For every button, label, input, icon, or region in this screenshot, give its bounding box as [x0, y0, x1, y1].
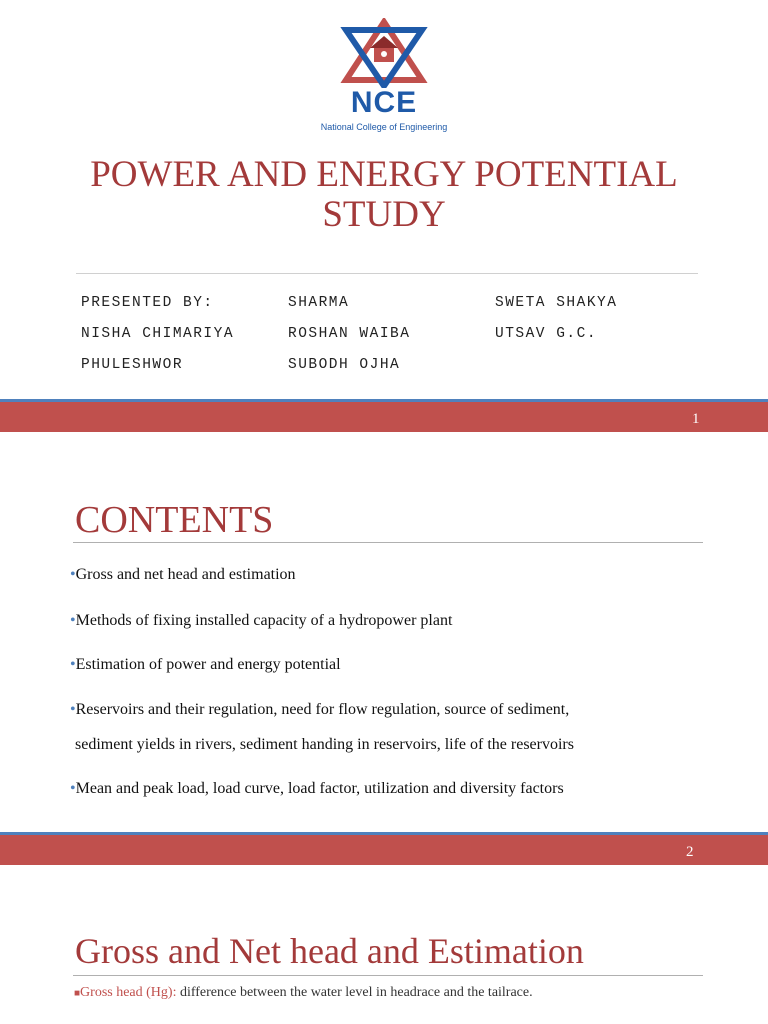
presenter-r2c1: NISHA CHIMARIYA — [81, 326, 235, 342]
contents-item-1: •Gross and net head and estimation — [70, 566, 296, 583]
contents-item-2: •Methods of fixing installed capacity of a hydropower plant — [70, 612, 453, 629]
logo-name: NCE — [350, 86, 418, 119]
presenter-r1c3: SWETA SHAKYA — [495, 295, 618, 311]
section-divider — [73, 975, 703, 976]
presenter-r3c2: SUBODH OJHA — [288, 357, 401, 373]
gross-head-term: Gross head (Hg): — [80, 985, 177, 1000]
contents-divider — [73, 542, 703, 543]
slide2-footer-band — [0, 835, 768, 865]
contents-item-5: •Mean and peak load, load curve, load factor, utilization and diversity factors — [70, 780, 564, 797]
bullet-dot: • — [70, 701, 76, 718]
title-line-1: POWER AND ENERGY POTENTIAL — [90, 154, 678, 195]
slide2-page-number: 2 — [686, 844, 694, 860]
presenter-r3c1: PHULESHWOR — [81, 357, 184, 373]
logo-subtitle: National College of Engineering — [320, 122, 448, 132]
contents-item-4-continuation: sediment yields in rivers, sediment handing in reservoirs, life of the reservoirs — [75, 736, 574, 753]
slide1-footer-band — [0, 402, 768, 432]
contents-heading: CONTENTS — [75, 499, 274, 541]
contents-item-3: •Estimation of power and energy potential — [70, 656, 341, 673]
presenter-r2c3: UTSAV G.C. — [495, 326, 598, 342]
presenter-r1c2: SHARMA — [288, 295, 350, 311]
presenter-r2c2: ROSHAN WAIBA — [288, 326, 411, 342]
title-line-2: STUDY — [322, 194, 446, 235]
title-divider — [76, 273, 698, 274]
contents-item-4: •Reservoirs and their regulation, need for flow regulation, source of sediment, — [70, 701, 570, 718]
slide1-page-number: 1 — [692, 411, 700, 427]
gross-head-bullet — [74, 985, 533, 1001]
bullet-dot: • — [70, 780, 76, 797]
square-bullet-icon: ■ — [74, 988, 81, 999]
bullet-dot: • — [70, 612, 76, 629]
bullet-dot: • — [70, 566, 76, 583]
section-heading: Gross and Net head and Estimation — [75, 931, 584, 971]
presenter-r1c1: PRESENTED BY: — [81, 295, 214, 311]
presentation-title — [60, 155, 708, 235]
college-logo-emblem — [332, 18, 436, 88]
gross-head-definition: difference between the water level in headrace and the tailrace. — [176, 985, 533, 1000]
bullet-dot: • — [70, 656, 76, 673]
